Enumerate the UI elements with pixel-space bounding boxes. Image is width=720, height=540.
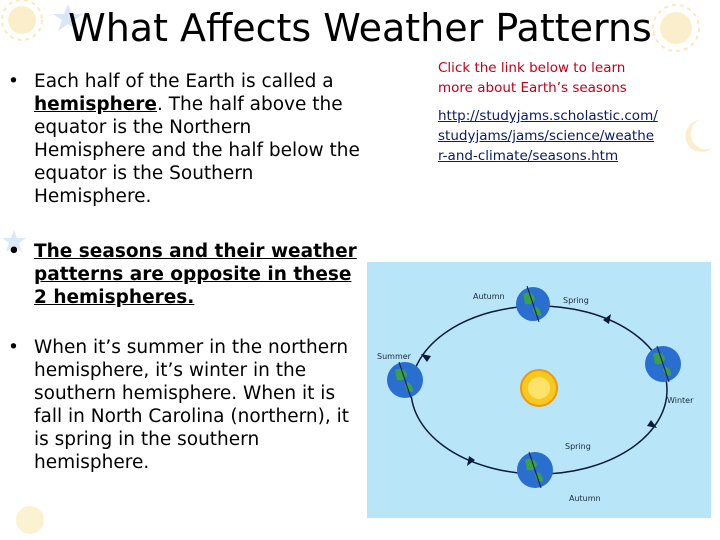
earth-icon-top xyxy=(516,286,550,322)
sun-motif-bottom-left xyxy=(16,506,44,534)
link-intro-text: Click the link below to learn more about Earth’s seasons xyxy=(438,60,627,96)
seasons-orbit-diagram xyxy=(367,262,711,518)
bullet-list xyxy=(8,70,368,507)
bullet-dot: • xyxy=(8,241,20,262)
sun-icon xyxy=(521,370,557,406)
moon-motif-right xyxy=(685,120,712,152)
earth-icon-right xyxy=(645,346,681,382)
orbit-arrow-icon xyxy=(421,354,431,362)
bullet-summer-winter xyxy=(8,336,368,474)
seasons-link[interactable]: http://studyjams.scholastic.com/studyjams/jams/science/weather-and-climate/seasons.htm xyxy=(438,108,658,164)
bullet-text-post: . The half above the equator is the Northern Hemisphere and the half below the equator is the Southern Hemisphere. xyxy=(34,94,360,207)
bullet-text-pre: Each half of the Earth is called a xyxy=(34,71,334,92)
season-label-spring-left: Spring xyxy=(563,296,589,305)
season-label-autumn-top: Autumn xyxy=(473,292,505,301)
bullet-text: The seasons and their weather patterns are opposite in these 2 hemispheres. xyxy=(34,241,357,308)
season-label-summer: Summer xyxy=(377,352,411,361)
hemisphere-term: hemisphere xyxy=(34,94,157,115)
season-label-spring-bottom: Spring xyxy=(565,442,591,451)
season-label-winter: Winter xyxy=(667,396,694,405)
orbit-arrow-icon xyxy=(603,314,611,324)
bullet-text: When it’s summer in the northern hemisphere, it’s winter in the southern hemisphere. When it is fall in North Carolina (northern), it is spring in the southern hemisphere. xyxy=(34,337,349,473)
bullet-dot: • xyxy=(8,337,19,358)
bullet-dot: • xyxy=(8,71,19,92)
bullet-hemisphere xyxy=(8,70,368,208)
season-label-autumn-bottom: Autumn xyxy=(569,494,601,503)
slide-title: What Affects Weather Patterns xyxy=(68,6,652,50)
earth-icon-bottom xyxy=(517,452,553,488)
orbit-arrow-icon xyxy=(467,456,475,466)
orbit-illustration xyxy=(367,262,711,518)
earth-icon-left xyxy=(387,362,423,398)
bullet-opposite-seasons xyxy=(8,240,368,309)
